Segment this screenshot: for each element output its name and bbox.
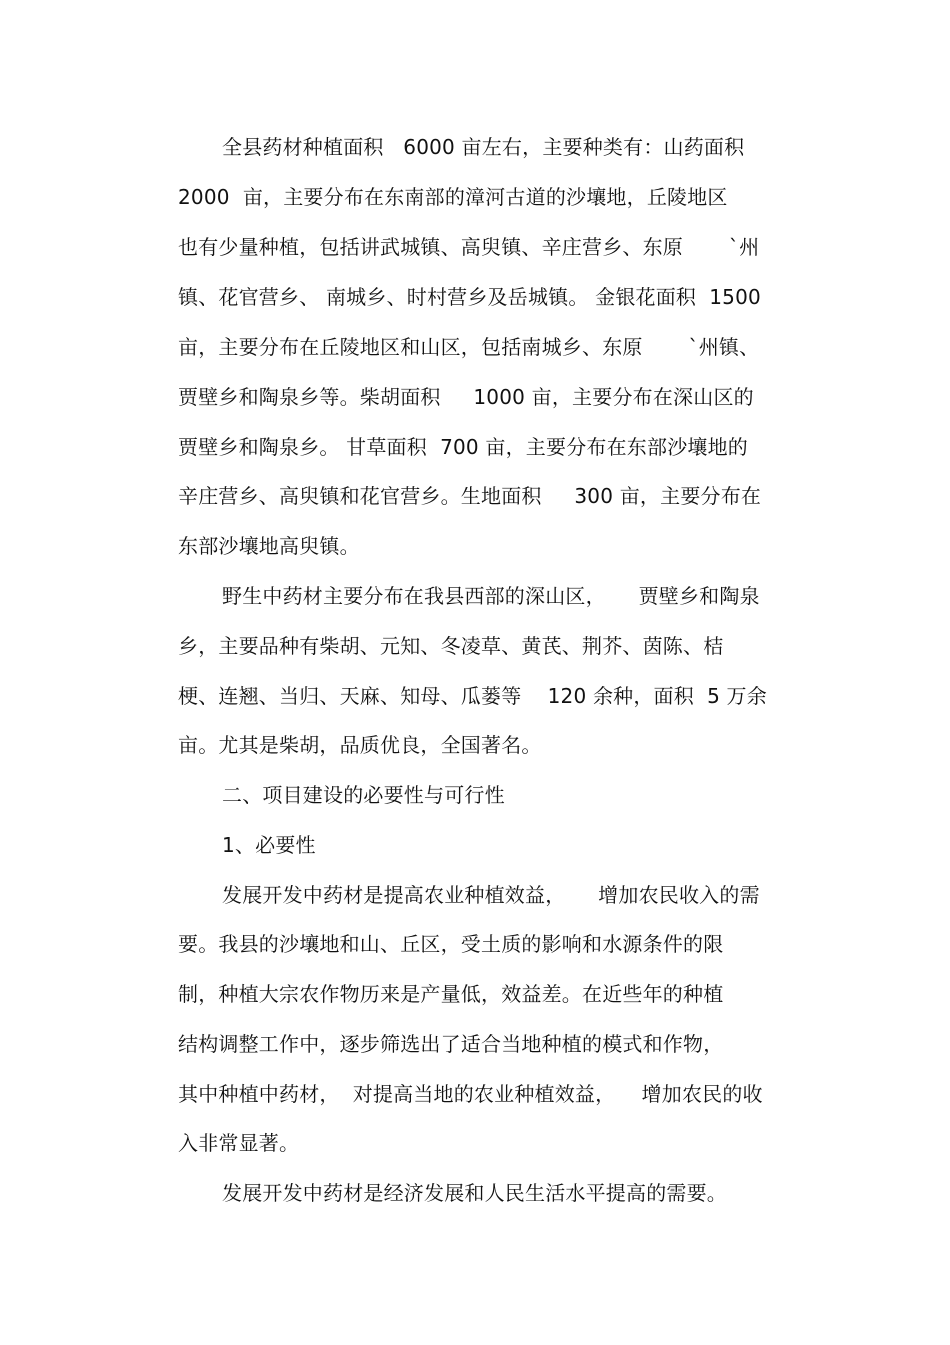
text-line-2: 2000 亩，主要分布在东南部的漳河古道的沙壤地，丘陵地区 bbox=[178, 185, 728, 209]
text-line-1: 全县药材种植面积 6000 亩左右，主要种类有：山药面积 bbox=[222, 135, 745, 159]
text-line-3: 也有少量种植，包括讲武城镇、高臾镇、辛庄营乡、东原 `州 bbox=[178, 235, 760, 259]
text-line-5: 亩，主要分布在丘陵地区和山区，包括南城乡、东原 `州镇、 bbox=[178, 335, 760, 359]
text-line-17: 要。我县的沙壤地和山、丘区，受土质的影响和水源条件的限 bbox=[178, 932, 724, 956]
text-line-6: 贾壁乡和陶泉乡等。柴胡面积 1000 亩，主要分布在深山区的 bbox=[178, 385, 754, 409]
text-line-4: 镇、花官营乡、 南城乡、时村营乡及岳城镇。 金银花面积 1500 bbox=[178, 285, 761, 309]
text-line-18: 制，种植大宗农作物历来是产量低，效益差。在近些年的种植 bbox=[178, 982, 724, 1006]
section-heading: 二、项目建设的必要性与可行性 bbox=[222, 783, 505, 807]
text-line-8: 辛庄营乡、高臾镇和花官营乡。生地面积 300 亩，主要分布在 bbox=[178, 484, 762, 508]
subsection-heading: 1、必要性 bbox=[222, 833, 316, 857]
text-line-9: 东部沙壤地高臾镇。 bbox=[178, 534, 360, 558]
text-line-10: 野生中药材主要分布在我县西部的深山区， 贾壁乡和陶泉 bbox=[222, 584, 760, 608]
text-line-7: 贾壁乡和陶泉乡。 甘草面积 700 亩，主要分布在东部沙壤地的 bbox=[178, 435, 749, 459]
text-line-22: 发展开发中药材是经济发展和人民生活水平提高的需要。 bbox=[222, 1181, 727, 1205]
text-line-20: 其中种植中药材， 对提高当地的农业种植效益， 增加农民的收 bbox=[178, 1082, 763, 1106]
text-line-13: 亩。尤其是柴胡，品质优良，全国著名。 bbox=[178, 733, 542, 757]
text-line-12: 梗、连翘、当归、天麻、知母、瓜蒌等 120 余种，面积 5 万余 bbox=[178, 684, 767, 708]
text-line-16: 发展开发中药材是提高农业种植效益， 增加农民收入的需 bbox=[222, 883, 760, 907]
text-line-11: 乡，主要品种有柴胡、元知、冬凌草、黄芪、荆芥、茵陈、桔 bbox=[178, 634, 724, 658]
text-line-21: 入非常显著。 bbox=[178, 1131, 300, 1155]
text-line-19: 结构调整工作中，逐步筛选出了适合当地种植的模式和作物， bbox=[178, 1032, 724, 1056]
